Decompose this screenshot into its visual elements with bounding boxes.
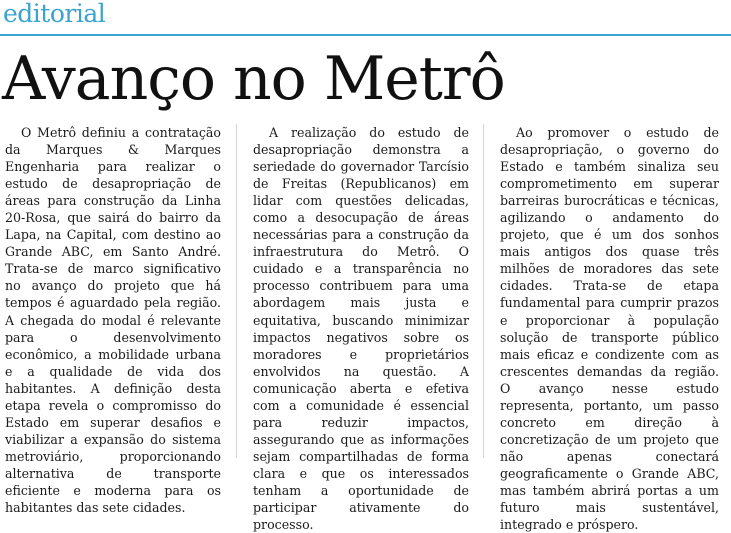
article-column-1: O Metrô definiu a contratação da Marques & Marques Engenharia para realizar o estudo de desapropriação de áreas para construção da Linha 20-Rosa, que sairá do bairro da Lapa, na Capital, com destino ao Grande ABC, em Santo André. Trata-se de marco significativo no avanço do projeto que há tempos é aguardado pela região. A chegada do modal é relevante para o desenvolvimento econômico, a mobilidade urbana e a qualidade de vida dos habitantes. A definição desta etapa revela o compromisso do Estado em superar desafios e viabilizar a expansão do sistema metroviário, proporcionando alternativa de transporte eficiente e moderna para os habitantes das sete cidades. xyxy=(5,125,221,516)
article-column-2: A realização do estudo de desapropriação demonstra a seriedade do governador Tarcísio de Freitas (Republicanos) em lidar com questões delicadas, como a desocupação de áreas necessárias para a construção da infraestrutura do Metrô. O cuidado e a transparência no processo contribuem para uma abordagem mais justa e equitativa, buscando minimizar impactos negativos sobre os moradores e proprietários envolvidos na questão. A comunicação aberta e efetiva com a comunidade é essencial para reduzir impactos, assegurando que as informações sejam compartilhadas de forma clara e que os interessados tenham a oportunidade de participar ativamente do processo. xyxy=(253,125,469,533)
article-column-3: Ao promover o estudo de desapropriação, o governo do Estado e também sinaliza seu comprometimento em superar barreiras burocráticas e técnicas, agilizando o andamento do projeto, que é um dos sonhos mais antigos dos quase três milhões de moradores das sete cidades. Trata-se de etapa fundamental para cumprir prazos e proporcionar à população solução de transporte público mais eficaz e condizente com as crescentes demandas da região. O avanço nesse estudo representa, portanto, um passo concreto em direção à concretização de um projeto que não apenas conectará geograficamente o Grande ABC, mas também abrirá portas a um futuro mais sustentável, integrado e próspero. xyxy=(500,125,719,533)
section-rule xyxy=(0,34,731,36)
headline: Avanço no Metrô xyxy=(2,44,505,114)
column-divider xyxy=(236,124,237,458)
column-divider xyxy=(483,124,484,458)
section-label: editorial xyxy=(3,0,106,28)
